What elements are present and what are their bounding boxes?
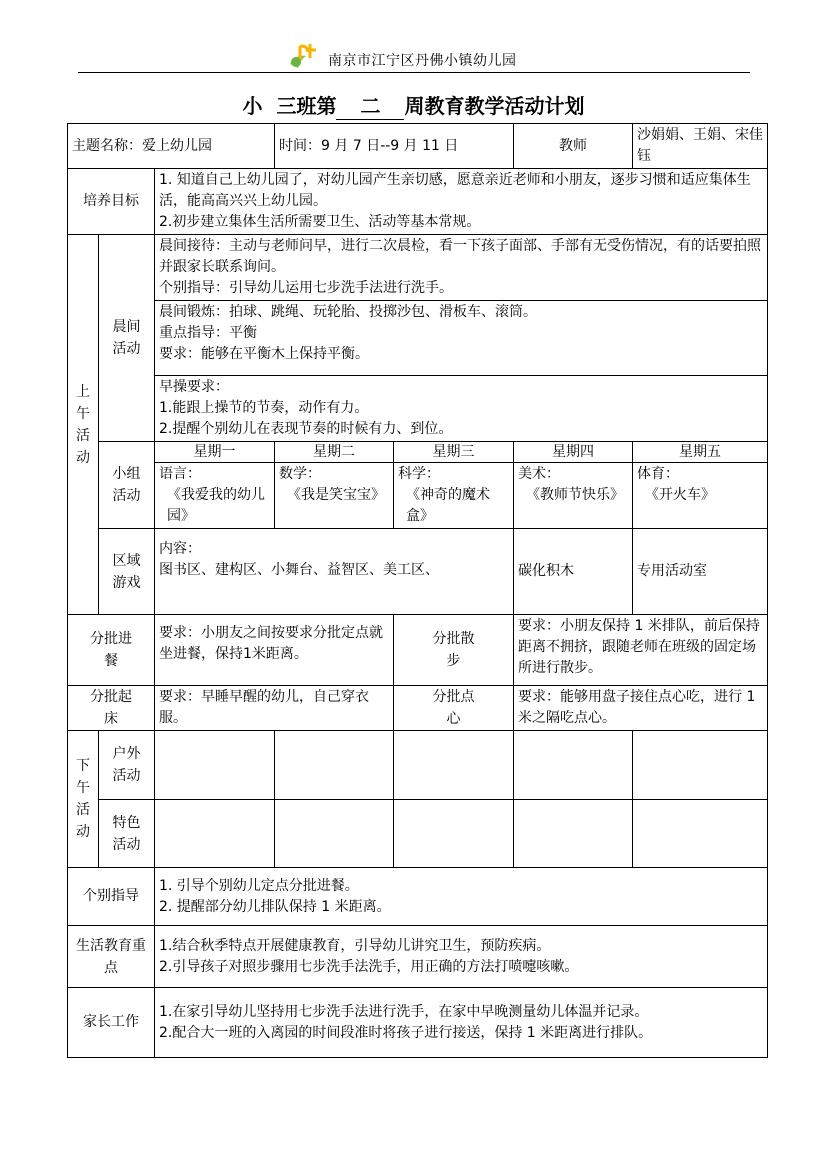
- theme-cell: 主题名称：爱上幼儿园: [68, 124, 275, 169]
- area-label-text: 区域游戏: [112, 552, 141, 591]
- chenjian-label: [99, 235, 155, 442]
- school-name: 南京市江宁区丹佛小镇幼儿园: [328, 53, 517, 69]
- weekday-thu: 星期四: [514, 442, 633, 463]
- special-wed: [394, 800, 514, 868]
- weekday-wed: 星期三: [394, 442, 514, 463]
- drill-line: 2.提醒个别幼儿在表现节奏的时候有力、到位。: [159, 421, 453, 437]
- parents-row: [68, 988, 768, 1058]
- group-subject: 体育：: [637, 466, 680, 482]
- group-row: [68, 463, 768, 529]
- group-label-text: 小组活动: [112, 466, 141, 504]
- exercise-line: 晨间锻炼：拍球、跳绳、玩轮胎、投掷沙包、滑板车、滚筒。: [159, 304, 537, 320]
- weekday-mon: 星期一: [155, 442, 275, 463]
- group-topic: 《教师节快乐》: [526, 487, 625, 503]
- life-line: 1.结合秋季特点开展健康教育，引导幼儿讲究卫生，预防疾病。: [159, 937, 551, 954]
- title-prefix: 小 三班第: [242, 94, 337, 118]
- wake-label-text: 分批起床: [90, 689, 132, 727]
- reception-row: [68, 235, 768, 301]
- goal-line: 1. 知道自己上幼儿园了，对幼儿园产生亲切感，愿意亲近老师和小朋友，逐步习惯和适应集体生活，能高高兴兴上幼儿园。: [159, 172, 751, 209]
- meal-label-text: 分批进餐: [90, 631, 132, 669]
- snack-label-text: 分批点心: [432, 689, 475, 727]
- individual-line: 2. 提醒部分幼儿排队保持 1 米距离。: [159, 898, 391, 915]
- group-label: [99, 442, 155, 529]
- school-logo-icon: [286, 42, 322, 70]
- special-tue: [275, 800, 394, 868]
- title-week: 二: [336, 90, 404, 120]
- outdoor-wed: [394, 731, 514, 800]
- area-row: [68, 529, 768, 615]
- afternoon-label-text: 下午活动: [76, 758, 90, 840]
- wake-snack-row: [68, 686, 768, 731]
- weekday-fri: 星期五: [633, 442, 768, 463]
- walk-req: 要求：小朋友保持 1 米排队，前后保持距离不拥挤，跟随老师在班级的固定场所进行散步。: [514, 615, 768, 686]
- exercise-line: 重点指导：平衡: [159, 325, 257, 341]
- afternoon-label: [68, 731, 99, 868]
- drill-line: 1.能跟上操节的节奏，动作有力。: [159, 400, 369, 416]
- exercise-row: [68, 301, 768, 376]
- goals-content: [155, 169, 768, 235]
- group-topic: 《开火车》: [645, 487, 716, 503]
- special-thu: [514, 800, 633, 868]
- life-content: [155, 926, 768, 988]
- title-suffix: 周教育教学活动计划: [404, 94, 585, 118]
- exercise-line: 要求：能够在平衡木上保持平衡。: [159, 346, 369, 362]
- group-subject: 数学：: [279, 466, 322, 482]
- reception-line: 个别指导：引导幼儿运用七步洗手法进行洗手。: [159, 280, 453, 296]
- special-label: [99, 800, 155, 868]
- teacher-label: 教师: [514, 124, 633, 169]
- time-cell: 时间：9 月 7 日--9 月 11 日: [275, 124, 514, 169]
- walk-label: [394, 615, 514, 686]
- special-fri: [633, 800, 768, 868]
- parents-line: 2.配合大一班的入离园的时间段准时将孩子进行接送，保持 1 米距离进行排队。: [159, 1024, 653, 1041]
- goals-label: 培养目标: [68, 169, 155, 235]
- group-subject: 美术：: [518, 466, 561, 482]
- outdoor-tue: [275, 731, 394, 800]
- page-title: [0, 90, 827, 120]
- special-row: [68, 800, 768, 868]
- parents-content: [155, 988, 768, 1058]
- info-row: [68, 124, 768, 169]
- outdoor-thu: [514, 731, 633, 800]
- exercise-content: [155, 301, 768, 376]
- outdoor-mon: [155, 731, 275, 800]
- weekday-tue: 星期二: [275, 442, 394, 463]
- life-line: 2.引导孩子对照步骤用七步洗手法洗手，用正确的方法打喷嚏咳嗽。: [159, 958, 579, 975]
- goal-line: 2.初步建立集体生活所需要卫生、活动等基本常规。: [159, 214, 481, 230]
- area-fri: 专用活动室: [633, 529, 768, 615]
- page-header: [78, 40, 750, 73]
- teacher-names: 沙娟娟、王娟、宋佳钰: [633, 124, 768, 169]
- outdoor-label: [99, 731, 155, 800]
- wake-req: 要求：早睡早醒的幼儿，自己穿衣服。: [155, 686, 394, 731]
- chenjian-label-text: 晨间活动: [112, 319, 141, 357]
- area-content: [155, 529, 514, 615]
- group-subject: 科学：: [398, 466, 441, 482]
- goals-row: [68, 169, 768, 235]
- drill-content: [155, 376, 768, 442]
- reception-content: [155, 235, 768, 301]
- drill-row: [68, 376, 768, 442]
- outdoor-fri: [633, 731, 768, 800]
- drill-line: 早操要求：: [159, 379, 229, 395]
- area-thu: 碳化积木: [514, 529, 633, 615]
- parents-label: 家长工作: [68, 988, 155, 1058]
- group-mon: [155, 463, 275, 529]
- outdoor-row: [68, 731, 768, 800]
- group-topic: 《神奇的魔术盒》: [406, 487, 491, 524]
- life-label-text: 生活教育重 点: [76, 937, 146, 976]
- outdoor-label-text: 户外活动: [112, 746, 141, 784]
- group-thu: [514, 463, 633, 529]
- group-wed: [394, 463, 514, 529]
- morning-label: [68, 235, 99, 615]
- meal-req: 要求：小朋友之间按要求分批定点就坐进餐，保持1米距离。: [155, 615, 394, 686]
- area-content-text: 图书区、建构区、小舞台、益智区、美工区、: [159, 562, 439, 578]
- group-fri: [633, 463, 768, 529]
- reception-line: 晨间接待：主动与老师问早，进行二次晨检，看一下孩子面部、手部有无受伤情况，有的话要拍照并跟家长联系询问。: [159, 238, 761, 275]
- weekday-row: [68, 442, 768, 463]
- life-label: [68, 926, 155, 988]
- area-content-label: 内容：: [159, 541, 201, 557]
- special-mon: [155, 800, 275, 868]
- individual-content: [155, 868, 768, 926]
- area-label: [99, 529, 155, 615]
- individual-label: 个别指导: [68, 868, 155, 926]
- group-subject: 语言：: [159, 466, 201, 482]
- individual-row: [68, 868, 768, 926]
- wake-label: [68, 686, 155, 731]
- individual-line: 1. 引导个别幼儿定点分批进餐。: [159, 877, 359, 894]
- snack-label: [394, 686, 514, 731]
- group-topic: 《我爱我的幼儿园》: [167, 487, 265, 524]
- life-row: [68, 926, 768, 988]
- meal-label: [68, 615, 155, 686]
- morning-label-text: 上午活动: [76, 383, 90, 466]
- group-topic: 《我是笑宝宝》: [287, 487, 386, 503]
- parents-line: 1.在家引导幼儿坚持用七步洗手法进行洗手，在家中早晚测量幼儿体温并记录。: [159, 1003, 649, 1020]
- group-tue: [275, 463, 394, 529]
- snack-req: 要求：能够用盘子接住点心吃，进行 1 米之隔吃点心。: [514, 686, 768, 731]
- meal-walk-row: [68, 615, 768, 686]
- plan-table: [67, 123, 768, 1058]
- walk-label-text: 分批散步: [432, 631, 475, 669]
- special-label-text: 特色活动: [112, 814, 141, 853]
